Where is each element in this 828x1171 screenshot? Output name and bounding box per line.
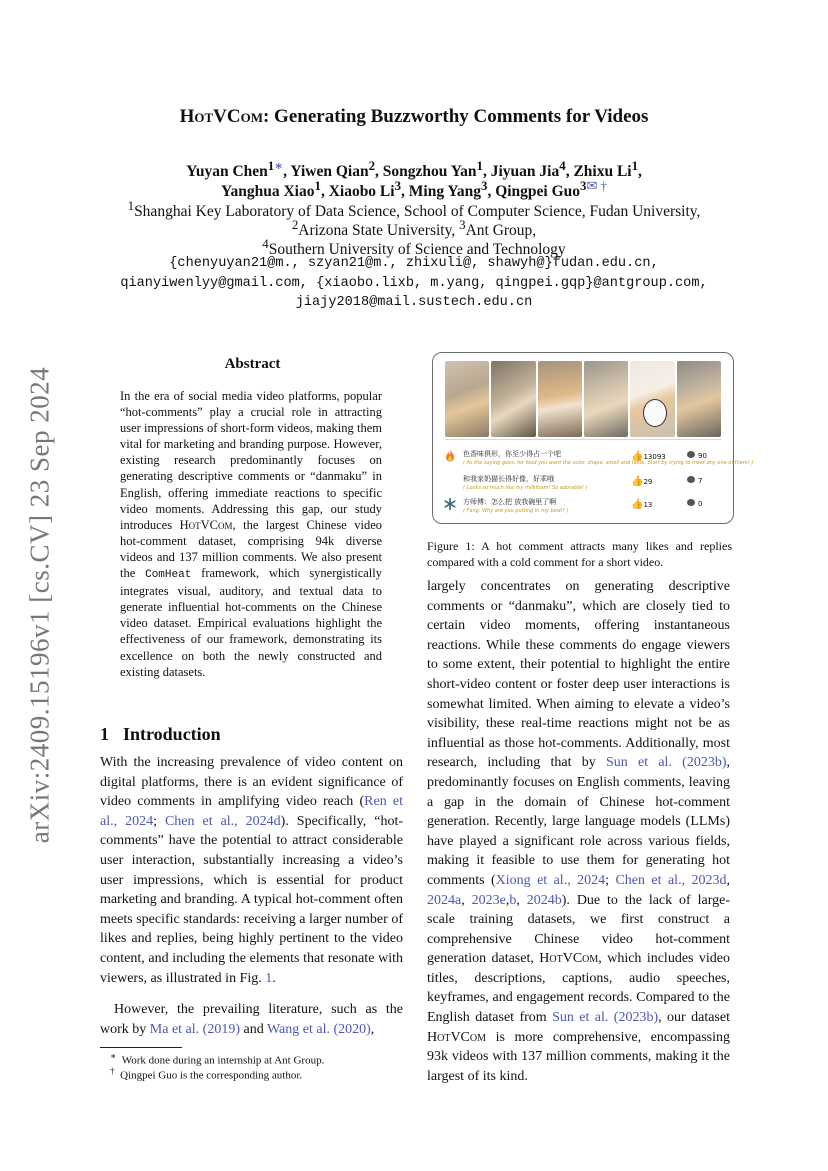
citation-link[interactable]: Sun et al. (2023b) bbox=[605, 755, 727, 771]
footnote-2: † Qingpei Guo is the corresponding author. bbox=[110, 1066, 303, 1082]
thumbs-up-icon: 👍 bbox=[631, 451, 644, 462]
keyframe-6 bbox=[677, 361, 721, 437]
citation-link[interactable]: 2024b bbox=[526, 892, 562, 908]
arxiv-sidebar bbox=[20, 360, 60, 850]
citation-link[interactable]: Wang et al. (2020) bbox=[266, 1021, 371, 1037]
envelope-icon: ✉ † bbox=[586, 178, 607, 193]
citation-link[interactable]: Ma et al. (2019) bbox=[149, 1021, 240, 1037]
email-line-2: qianyiwenlyy@gmail.com, {xiaobo.lixb, m.yang, qingpei.gqp}@antgroup.com, bbox=[120, 276, 708, 291]
abstract-text: In the era of social media video platforms, popular “hot-comments” play a crucial role in attracting user impressions of short-form videos, making them vital for marketing and branding purpose. However, existing research predominantly focuses on generating descriptive comments or “danmaku” in English, offering immediate reactions to specific video moments. Addressing this gap, our study introduces HotVCom, the largest Chinese video hot-comment dataset, comprising 94k diverse videos and 137 million comments. We also present the ComHeat framework, which synergistically integrates visual, auditory, and textual data to generate influential hot-comments on the Chinese video dataset. Empirical evaluations highlight the effectiveness of our framework, demonstrating its excellence on both the newly constructed and existing datasets. bbox=[120, 389, 382, 679]
reply-bubble-icon bbox=[687, 451, 695, 458]
citation-link[interactable]: Chen et al., 2024d bbox=[164, 813, 281, 829]
intro-paragraph-1: With the increasing prevalence of video content on digital platforms, there is an evident significance of video comments in amplifying video reach (Ren et al., 2024; Chen et al., 2024d). Specifically, “hot-comments” have the potential to attract considerable user interaction, substantially increasing a video’s user impressions, which is essential for product marketing and branding. A typical hot-comment often meets specific standards: receiving a larger number of likes and replies, being highly pertinent to the video content, and including the elements that resonate with viewers, as illustrated in Fig. 1. bbox=[100, 755, 404, 986]
authors-line-1: Yuyan Chen$^{1∗}$, Yiwen Qian$^2$, Songzhou Yan$^1$, Jiyuan Jia$^4$, Zhixu Li$^1$, bbox=[186, 158, 642, 181]
email-line-1: {chenyuyan21@m., szyan21@m., zhixuli@, shawyh@}fudan.edu.cn, bbox=[169, 256, 659, 271]
abstract-heading: Abstract bbox=[224, 356, 281, 372]
authors-line-2: Yanghua Xiao$^1$, Xiaobo Li$^3$, Ming Yang$^3$, Qingpei Guo$^{3✉ \dagger}$ bbox=[221, 178, 607, 201]
citation-link[interactable]: Ren et al., 2024 bbox=[100, 794, 403, 829]
keyframe-1 bbox=[445, 361, 489, 437]
citation-link[interactable]: 2023e bbox=[471, 892, 506, 908]
paper-title: HotVCom: Generating Buzzworthy Comments for Videos bbox=[179, 106, 649, 127]
figure-link[interactable]: 1 bbox=[265, 970, 273, 986]
keyframe-3 bbox=[538, 361, 582, 437]
sticker-icon bbox=[643, 399, 667, 427]
email-line-3: jiajy2018@mail.sustech.edu.cn bbox=[295, 295, 533, 310]
citation-link[interactable]: Chen et al., 2023d bbox=[615, 872, 727, 888]
section-heading: 1 Introduction bbox=[100, 724, 221, 744]
keyframe-5 bbox=[630, 361, 674, 437]
affiliation-1: $^1$Shanghai Key Laboratory of Data Science, School of Computer Science, Fudan University, bbox=[127, 198, 701, 221]
divider bbox=[445, 439, 721, 440]
affiliation-3: $^4$Southern University of Science and Technology bbox=[262, 236, 566, 259]
citation-link[interactable]: b bbox=[509, 892, 517, 908]
fire-icon bbox=[443, 449, 457, 463]
keyframe-2 bbox=[491, 361, 535, 437]
citation-link[interactable]: Xiong et al., 2024 bbox=[495, 872, 606, 888]
intro-paragraph-2: However, the prevailing literature, such as the work by Ma et al. (2019) and Wang et al. (2020), bbox=[100, 1002, 403, 1037]
arxiv-identifier: arXiv:2409.15196v1 [cs.CV] 23 Sep 2024 bbox=[24, 366, 55, 844]
video-keyframes bbox=[445, 361, 721, 437]
reply-bubble-icon bbox=[687, 499, 695, 506]
thumbs-up-icon: 👍 bbox=[631, 499, 644, 510]
reply-bubble-icon bbox=[687, 476, 695, 483]
keyframe-4 bbox=[584, 361, 628, 437]
footnote-rule bbox=[100, 1047, 182, 1048]
thumbs-up-icon: 👍 bbox=[631, 476, 644, 487]
footnote-1: ∗ Work done during an internship at Ant Group. bbox=[110, 1051, 325, 1067]
citation-link[interactable]: Sun et al. (2023b) bbox=[552, 1010, 659, 1026]
figure-caption: Figure 1: A hot comment attracts many likes and replies compared with a cold comment for a short video. bbox=[427, 539, 732, 569]
affiliation-2: $^2$Arizona State University, $^3$Ant Group, bbox=[291, 217, 537, 240]
citation-link[interactable]: 2024a bbox=[427, 892, 462, 908]
right-column-paragraph: largely concentrates on generating descriptive comments or “danmaku”, which are closely tied to certain video moments, offering instantaneous reactions. While these comments do engage viewers to some extent, their potential to highlight the entire short-video content or foster deep user interactions is somewhat limited. When aiming to elevate a video’s visibility, these real-time reactions might not be as influential as those hot-comments. Additionally, most research, including that by Sun et al. (2023b), predominantly focuses on English comments, leaving a gap in the domain of Chinese hot-comment generation. Recently, large language models (LLMs) have played a significant role across various fields, making it feasible to use them for generating hot comments (Xiong et al., 2024; Chen et al., 2023d, 2024a, 2023e,b, 2024b). Due to the lack of large-scale training datasets, we first construct a comprehensive Chinese video hot-comment generation dataset, HotVCom, which includes video titles, descriptions, captions, audio speeches, keyframes, and engagement records. Compared to the English dataset from Sun et al. (2023b), our dataset HotVCom is more comprehensive, encompassing 93k videos with 137 million comments, making it the largest of its kind. bbox=[427, 579, 730, 1084]
figure-1: 色香味俱形，你至少得占一个吧 ( As the saying goes, for food you want the color, shape, smell and taste. Start by trying to meet any one of them! ) 👍13093 90 和我家奶猫长得好像，好乖哦 ( Looks so much like my milkfoam! So adorable! ) 👍29 7 方师傅：怎么把 放我碗里了啊 ( Fang: Why are you putting in my bowl? ) 👍13 0 bbox=[432, 352, 734, 524]
snowflake-icon bbox=[443, 497, 457, 511]
